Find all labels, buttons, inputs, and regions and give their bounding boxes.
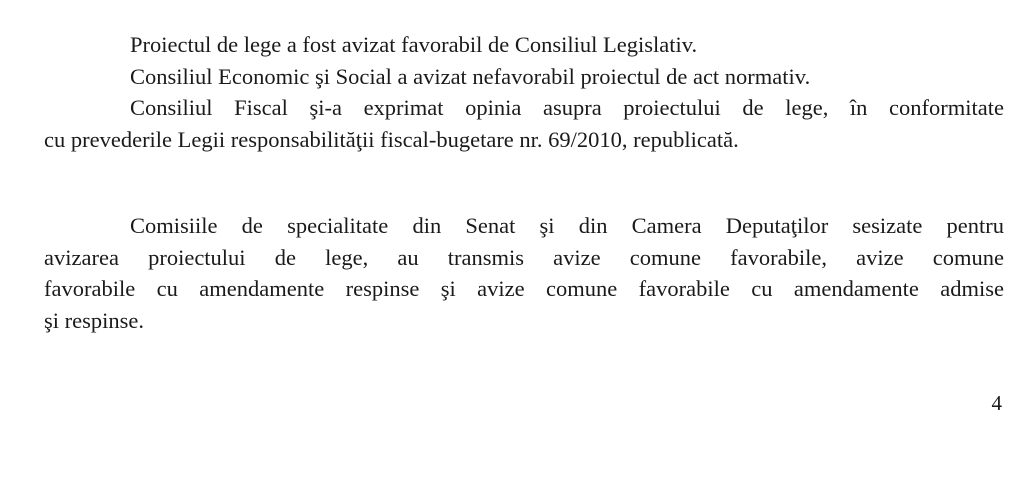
paragraph-committees-line-1: Comisiile de specialitate din Senat şi din Camera Deputaţilor sesizate pentru <box>130 213 1004 238</box>
paragraph-committees <box>44 210 1004 336</box>
paragraph-fiscal-council-line-2: cu prevederile Legii responsabilităţii fiscal-bugetare nr. 69/2010, republicată. <box>44 126 739 152</box>
paragraph-committees-line-3: favorabile cu amendamente respinse şi avize comune favorabile cu amendamente admise <box>44 276 1004 301</box>
paragraph-committees-line-2: avizarea proiectului de lege, au transmis avize comune favorabile, avize comune <box>44 244 1004 270</box>
page-number: 4 <box>991 391 1002 415</box>
paragraph-fiscal-council-line-1: Consiliul Fiscal şi-a exprimat opinia asupra proiectului de lege, în conformitate <box>130 95 1004 120</box>
paragraph-legislative-council: Proiectul de lege a fost avizat favorabil de Consiliul Legislativ. <box>130 32 698 57</box>
paragraph-committees-line-4: şi respinse. <box>44 307 144 333</box>
paragraph-economic-social-council: Consiliul Economic şi Social a avizat nefavorabil proiectul de act normativ. <box>130 63 811 89</box>
paragraph-group-opinions <box>44 29 1004 155</box>
